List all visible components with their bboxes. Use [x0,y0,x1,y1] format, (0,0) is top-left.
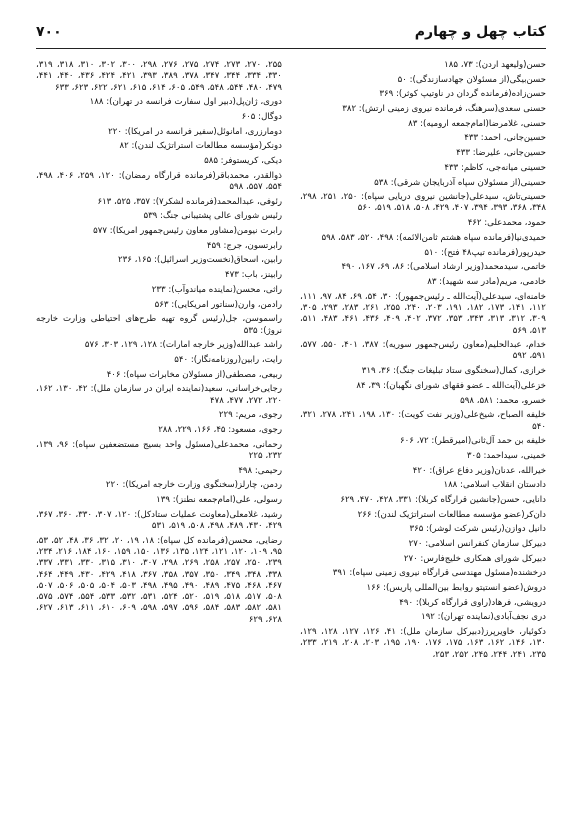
index-entry: خادمی، مریم(مادر سه شهید): ۸۳ [427,276,546,287]
index-entry: دان‌کر(عضو مؤسسه مطالعات استراتژیک لندن): ۲۶۶ [357,509,546,520]
index-entry: خسرو، محمد: ۵۸۱، ۵۹۸ [460,395,546,406]
index-entry: حسنی سعدی(سرهنگ، فرمانده نیروی زمینی ارتش): ۳۸۲ [342,104,546,115]
index-entry: دوگال: ۶۰۵ [241,111,282,122]
index-entry: خزعلی(آیت‌الله ـ عضو فقهای شورای نگهبان): ۳۹، ۸۴ [356,380,546,391]
index-entry: دانیل دوازن(رئیس شرکت لوشر): ۳۶۵ [409,524,546,535]
index-entry: ردمن، چارلز(سخنگوی وزارت خارجه امریکا): ۲۲۰ [105,480,282,491]
index-entry: حمیدی‌نیا(فرمانده سپاه هشتم ثامن‌الائمه): ۴۹۸، ۵۲۰، ۵۸۳، ۵۹۸ [321,232,546,243]
index-entry: رایت، رابین(روزنامه‌نگار): ۵۴۰ [174,354,282,365]
index-entry: حسنی، غلامرضا(امام‌جمعه ارومیه): ۸۳ [408,118,546,129]
index-entry: رسولی، علی(امام‌جمعه نطنز): ۱۳۹ [156,494,282,505]
index-entry: رئوفی، عبدالمحمد(فرمانده لشکر۷): ۳۵۷، ۵۲۵، ۶۱۳ [97,196,282,207]
index-entry: دروش(عضو انستیتو روابط بین‌المللی پاریس): ۱۶۶ [366,583,546,594]
index-column-right [300,60,546,786]
index-entry: حسن‌بیگی(از مسئولان جهادسازندگی): ۵۰ [397,74,546,85]
index-entry: حسین‌جانی، احمد: ۴۳۳ [464,133,546,144]
index-entry: رحیمی: ۴۹۸ [238,465,282,476]
index-entry: خلیفه الصباح، شیخ‌علی(وزیر نفت کویت): ۱۳۰، ۱۹۸، ۲۴۱، ۲۷۸، ۳۲۱، ۵۴۰ [300,410,546,432]
index-entry: دبیرکل شورای همکاری خلیج‌فارس: ۲۷۰ [403,553,546,564]
index-entry: خرازی، کمال(سخنگوی ستاد تبلیغات جنگ): ۳۶، ۳۱۹ [361,366,546,377]
index-entry: رجوی، مسعود: ۴۵، ۱۶۶، ۲۲۹، ۲۸۸ [158,424,282,435]
index-entry: رضایی، محسن(فرمانده کل سپاه): ۱۸، ۱۹، ۲۰، ۳۲، ۳۶، ۴۸، ۵۲، ۵۳، ۹۵، ۱۰۹، ۱۲۰، ۱۲۱، ۱۲۴، ۱۳۵، ۱۳۶، ۱۵۰، ۱۵۹، ۱۶۰، ۱۸۴، ۲۱۶، ۲۳۴، ۲۳۹، ۲۵۰، ۲۵۷، ۲۵۸، ۲۶۹، ۲۹۸، ۳۰۷، ۳۱۰، ۳۱۵، ۳۳۰، ۳۳۱، ۳۳۷، ۳۳۸، ۳۴۸، ۳۴۹، ۳۵۰، ۳۵۷، ۳۵۸، ۳۶۷، ۴۱۸، ۴۲۹، ۴۳۰، ۴۴۹، ۴۶۴، ۴۶۷، ۴۶۸، ۴۷۵، ۴۸۹، ۴۹۰، ۴۹۵، ۴۹۸، ۵۰۳، ۵۰۴، ۵۰۵، ۵۰۶، ۵۰۷، ۵۰۸، ۵۱۷، ۵۱۸، ۵۱۹، ۵۲۰، ۵۲۴، ۵۳۱، ۵۳۲، ۵۳۳، ۵۵۴، ۵۷۴، ۵۷۵، ۵۸۱، ۵۸۲، ۵۸۳، ۵۸۴، ۵۹۶، ۵۹۷، ۵۹۸، ۶۰۹، ۶۱۰، ۶۱۱، ۶۱۳، ۶۲۷، ۶۲۸، ۶۲۹ [36,535,283,625]
index-entry: ذوالقدر، محمدباقر(فرمانده قرارگاه رمضان): ۱۲۰، ۲۵۹، ۴۰۶، ۴۹۸، ۵۵۴، ۵۵۷، ۵۹۸ [36,170,282,193]
index-entry: راشد عبدالله(وزیر خارجه امارات): ۱۲۸، ۱۲۹، ۳۰۳، ۵۷۶ [84,340,282,351]
book-title: کتاب چهل و چهارم [414,24,546,40]
index-entry: رادمن، وارن(سناتور امریکایی): ۵۶۳ [154,299,282,310]
index-entry: خمینی، سیداحمد: ۳۰۵ [466,450,546,461]
index-entry: درویشی، فرهاد(راوی قرارگاه کربلا): ۴۹۰ [399,597,546,608]
index-entry: دومارزری، امانوئل(سفیر فرانسه در امریکا): ۲۲۰ [108,126,282,137]
index-entry: حیدرپور(فرمانده تیپ۴۸ فتح): ۵۱۰ [424,247,546,258]
page-number: ۷۰۰ [36,24,62,40]
index-entry: دری نجف‌آبادی(نماینده تهران): ۱۹۲ [421,612,546,623]
index-column-left [36,60,282,786]
index-entry: رابرتسون، جرج: ۴۵۹ [206,240,282,251]
index-entry: راثی، محسن(نماینده میاندوآب): ۲۳۳ [151,284,282,295]
index-entry: حسن‌زاده(فرمانده گردان در ناوتیپ کوثر): ۳۶۹ [379,89,546,100]
index-entry: درخشنده(مسئول مهندسی قرارگاه نیروی زمینی سپاه): ۳۹۱ [332,568,546,579]
index-entry: رابینز، باب: ۴۷۳ [225,270,282,281]
index-entry: خاتمی، سیدمحمد(وزیر ارشاد اسلامی): ۸۶، ۶۹، ۱۶۷، ۴۹۰ [341,262,546,273]
index-entry: دکوئیار، خاویرپرز(دبیرکل سازمان ملل): ۴۱، ۱۲۶، ۱۲۷، ۱۲۸، ۱۲۹، ۱۳۰، ۱۴۶، ۱۶۲، ۱۶۳، ۱۷۵، ۱۷۶، ۱۹۰، ۱۹۵، ۲۰۳، ۲۰۸، ۲۱۹، ۲۳۳، ۲۳۵، ۲۴۱، ۲۴۴، ۲۴۵، ۲۵۲، ۲۵۳، [300,627,546,660]
index-entry: خدام، عبدالحلیم(معاون رئیس‌جمهور سوریه): ۳۸۷، ۴۰۱، ۵۵۰، ۵۷۷، ۵۹۱، ۵۹۲ [300,340,546,362]
index-entry: رحمانی، محمدعلی(مسئول واحد بسیج مستضعفین سپاه): ۹۶، ۱۳۹، ۲۳۲، ۲۲۵ [36,439,282,461]
index-entry: رابین، اسحاق(نخست‌وزیر اسرائیل): ۱۶۵، ۲۳۶ [118,255,282,266]
index-entry: خلیفه بن حمد آل‌ثانی(امیرقطر): ۷۲، ۶۰۶ [400,436,546,447]
page-header [36,24,546,49]
index-entry: دوری، ژان‌پل(دبیر اول سفارت فرانسه در تهران): ۱۸۸ [89,97,282,108]
index-entry: راسموسن، جل(رئیس گروه تهیه طرح‌های احتیاطی وزارت خارجه نروژ): ۵۳۵ [36,314,282,336]
index-entry: خامنه‌ای، سیدعلی(آیت‌الله ـ رئیس‌جمهور): ۳۰، ۵۴، ۶۹، ۸۴، ۹۷، ۱۱۱، ۱۱۲، ۱۴۱، ۱۷۳، ۱۸۲، ۱۹۱، ۲۰۳، ۲۴۰، ۲۵۵، ۲۶۱، ۲۸۳، ۲۹۳، ۳۰۵، ۳۰۹، ۳۱۲، ۳۱۳، ۳۴۳، ۳۵۳، ۳۷۲، ۴۰۲، ۴۰۹، ۴۳۶، ۴۶۱، ۴۸۳، ۵۱۱، ۵۱۳، ۵۶۹ [300,291,546,336]
index-entry: رابرت نیومن(مشاور معاون رئیس‌جمهور امریکا): ۵۷۷ [93,226,282,237]
index-entry: دانایی، حسن(جانشین قرارگاه کربلا): ۳۳۱، ۴۲۸، ۴۷۰، ۶۲۹ [340,494,546,505]
index-entry: حسن(ولیعهد اردن): ۷۳، ۱۸۵ [444,60,546,70]
index-entry: رشید، غلامعلی(معاونت عملیات ستادکل): ۱۲۰، ۳۰۷، ۳۳۰، ۳۶۰، ۳۶۷، ۴۲۹، ۴۳۰، ۴۸۹، ۴۹۸، ۵۰۸، ۵۱۹، ۵۳۱ [36,509,282,531]
index-entry: حمود، محمدعلی: ۴۶۲ [467,218,546,229]
index-entry: دبیرکل سازمان کنفرانس اسلامی: ۲۷۰ [408,539,546,550]
index-entry: دادستان انقلاب اسلامی: ۱۸۸ [443,480,546,491]
index-entry: حسینی میانه‌جی، کاظم: ۴۳۳ [444,162,546,173]
index-entry: رئیس شورای عالی پشتیبانی جنگ: ۵۳۹ [143,211,282,222]
index-entry: حسین‌جانی، علیرضا: ۴۳۳ [456,148,546,159]
index-entry: دونکر(مؤسسه مطالعات استراتژیک لندن): ۸۲ [119,141,282,152]
index-entry: حسینی‌تاش، سیدعلی(جانشین نیروی دریایی سپاه): ۲۵۰، ۲۵۱، ۲۹۸، ۳۴۸، ۳۶۸، ۳۹۳، ۳۹۴، ۴۰۷، ۴۲۹، ۵۰۸، ۵۱۸، ۵۱۹، ۵۶۰ [300,192,546,214]
index-entry: ۲۵۵، ۲۷۰، ۲۷۳، ۲۷۴، ۲۷۵، ۲۷۶، ۲۹۸، ۳۰۰، ۳۰۲، ۳۱۰، ۳۱۸، ۳۱۹، ۳۳۰، ۳۳۴، ۳۴۴، ۳۴۷، ۳۷۸، ۳۸۹، ۳۹۳، ۴۲۱، ۴۲۴، ۴۳۶، ۴۴۰، ۴۴۱، ۴۷۹، ۴۸۰، ۵۴۴، ۵۴۸، ۵۴۹، ۶۰۵، ۶۱۴، ۶۱۵، ۶۲۱، ۶۲۲، ۶۲۳، ۶۳۳ [36,60,282,93]
index-entry: دیکی، کریستوفر: ۵۸۵ [204,156,282,167]
index-columns [36,60,546,786]
index-entry: رجوی، مریم: ۲۲۹ [218,410,282,421]
index-entry: ربیعی، مصطفی(از مسئولان مخابرات سپاه): ۴۰۶ [106,369,282,380]
index-entry: رجایی‌خراسانی، سعید(نماینده ایران در سازمان ملل): ۴۲، ۱۳۰، ۱۶۲، ۲۲۰، ۲۷۲، ۴۷۷، ۴۷۸ [36,384,282,406]
index-entry: حسینی(از مسئولان سپاه آذربایجان شرقی): ۵۳۸ [374,177,546,188]
index-entry: خیرالله، عدنان(وزیر دفاع عراق): ۴۲۰ [412,465,546,476]
